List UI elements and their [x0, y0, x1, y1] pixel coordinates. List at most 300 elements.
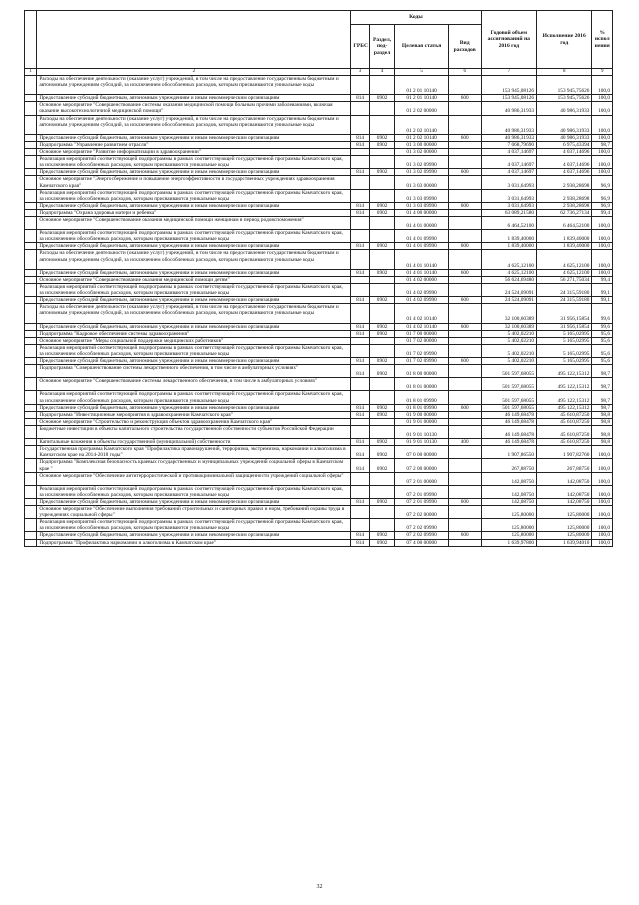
row-number-cell — [25, 498, 37, 505]
cell-name: Подпрограмма "Совершенствование системы лекарственного обеспечения, в том числе в амбулаторных условиях" — [37, 365, 351, 378]
header-annual: Годовой объем ассигнований на 2016 год — [481, 11, 536, 69]
cell-rz: 0902 — [369, 439, 395, 446]
cell-grbs: 814 — [351, 411, 369, 418]
cell-grbs — [351, 519, 369, 532]
cell-plan: 56 624,69480 — [481, 276, 536, 283]
cell-plan: 32 100,60389 — [481, 304, 536, 323]
cell-cs: 07 2 02 09990 — [395, 519, 448, 532]
cell-vr — [448, 425, 481, 438]
cell-pct: 99,6 — [592, 304, 613, 323]
cell-pct: 100,0 — [592, 243, 613, 250]
cell-plan: 63 089,21580 — [481, 209, 536, 216]
table-row — [25, 404, 613, 411]
cell-name: Расходы на обеспечение деятельности (оказание услуг) учреждений, в том числе на предоставление государственным бюджетным и автономным учреждениям субсидий, за исключением обособленных расходов, которым присваиваются уникальные коды — [37, 76, 351, 95]
cell-pct: 99,1 — [592, 283, 613, 296]
cell-plan: 153 945,08126 — [481, 76, 536, 95]
cell-pct: 100,0 — [592, 76, 613, 95]
cell-fact: 142,08750 — [537, 485, 592, 498]
cell-rz — [369, 472, 395, 485]
row-number-cell — [25, 439, 37, 446]
cell-grbs: 814 — [351, 169, 369, 176]
cell-rz: 0902 — [369, 446, 395, 459]
cell-plan: 40 986,31933 — [481, 115, 536, 134]
cell-pct: 98,7 — [592, 391, 613, 404]
cell-name: Основное мероприятие "Развитие информатизации в здравоохранении" — [37, 149, 351, 156]
table-row — [25, 304, 613, 323]
table-row — [25, 202, 613, 209]
cell-rz: 0902 — [369, 134, 395, 141]
cell-vr: 600 — [448, 498, 481, 505]
cell-name: Бюджетные инвестиции в объекты капитального строительства государственной собственности субъектов Российской Федерации — [37, 425, 351, 438]
cell-grbs: 814 — [351, 404, 369, 411]
cell-vr — [448, 485, 481, 498]
row-number-cell — [25, 134, 37, 141]
cell-cs: 01 4 00 00000 — [395, 209, 448, 216]
cell-rz: 0902 — [369, 358, 395, 365]
table-row — [25, 337, 613, 344]
cell-grbs: 814 — [351, 330, 369, 337]
cell-rz: 0902 — [369, 243, 395, 250]
table-row — [25, 283, 613, 296]
cell-plan: 3 031,64993 — [481, 189, 536, 202]
cell-name: Предоставление субсидий бюджетным, автономным учреждениям и иным некоммерческим организациям — [37, 169, 351, 176]
cell-rz — [369, 276, 395, 283]
cell-name: Государственная программа Камчатского края "Профилактика правонарушений, терроризма, экстремизма, наркомании и алкоголизма в Камчатском крае на 2014-2018 годы" — [37, 446, 351, 459]
cell-vr: 600 — [448, 323, 481, 330]
cell-pct: 98,7 — [592, 365, 613, 378]
cell-name: Основное мероприятие "Обеспечение антитеррористической и противокриминальной защищенности учреждений социальной сферы" — [37, 472, 351, 485]
cell-fact: 4 625,12100 — [537, 250, 592, 269]
cell-fact: 495 122,15312 — [537, 391, 592, 404]
table-row — [25, 391, 613, 404]
cell-plan: 4 625,12100 — [481, 250, 536, 269]
cell-vr — [448, 141, 481, 148]
cell-fact: 153 945,75626 — [537, 76, 592, 95]
cell-rz: 0902 — [369, 404, 395, 411]
cell-cs: 01 3 00 00000 — [395, 141, 448, 148]
cell-pct: 95,6 — [592, 358, 613, 365]
cell-fact: 1 839,40000 — [537, 230, 592, 243]
cell-rz — [369, 418, 395, 425]
row-number-cell — [25, 506, 37, 519]
cell-grbs — [351, 250, 369, 269]
cell-grbs — [351, 217, 369, 230]
table-row — [25, 532, 613, 539]
cell-plan: 125,80000 — [481, 532, 536, 539]
cell-fact: 45 610,87250 — [537, 411, 592, 418]
table-row — [25, 411, 613, 418]
row-number-cell — [25, 323, 37, 330]
cell-plan: 501 597,68055 — [481, 391, 536, 404]
cell-rz — [369, 156, 395, 169]
cell-vr — [448, 149, 481, 156]
column-number: 1 — [25, 69, 37, 76]
cell-plan: 4 037,14697 — [481, 156, 536, 169]
cell-grbs: 814 — [351, 134, 369, 141]
cell-fact: 2 938,28698 — [537, 176, 592, 189]
cell-fact: 125,80000 — [537, 519, 592, 532]
cell-vr: 600 — [448, 243, 481, 250]
cell-grbs — [351, 156, 369, 169]
table-row — [25, 472, 613, 485]
cell-cs: 07 0 00 00000 — [395, 446, 448, 459]
cell-rz — [369, 519, 395, 532]
cell-cs: 01 2 02 10140 — [395, 134, 448, 141]
cell-rz — [369, 344, 395, 357]
cell-grbs — [351, 378, 369, 391]
table-row — [25, 156, 613, 169]
cell-name: Основное мероприятие "Обеспечение выполнения требований строительных и санитарных правил и норм, требований охраны труда в учреждениях социальной сферы" — [37, 506, 351, 519]
cell-rz: 0902 — [369, 365, 395, 378]
row-number-cell — [25, 283, 37, 296]
row-number-cell — [25, 250, 37, 269]
row-number-cell — [25, 539, 37, 546]
cell-cs: 07 2 02 09990 — [395, 532, 448, 539]
cell-fact: 495 122,15312 — [537, 378, 592, 391]
cell-vr — [448, 304, 481, 323]
cell-rz — [369, 76, 395, 95]
cell-vr: 600 — [448, 269, 481, 276]
cell-fact: 5 165,02995 — [537, 358, 592, 365]
cell-vr — [448, 506, 481, 519]
table-row — [25, 498, 613, 505]
cell-name: Предоставление субсидий бюджетным, автономным учреждениям и иным некоммерческим организациям — [37, 297, 351, 304]
cell-name: Расходы на обеспечение деятельности (оказание услуг) учреждений, в том числе на предоставление государственным бюджетным и автономным учреждениям субсидий, за исключением обособленных расходов, которым присваиваются уникальные коды — [37, 250, 351, 269]
cell-grbs — [351, 506, 369, 519]
cell-cs: 01 2 02 00000 — [395, 102, 448, 115]
cell-grbs — [351, 115, 369, 134]
row-number-cell — [25, 141, 37, 148]
cell-cs: 01 7 02 09990 — [395, 358, 448, 365]
row-number-cell — [25, 276, 37, 283]
cell-plan: 267,88750 — [481, 459, 536, 472]
cell-plan: 5 402,02210 — [481, 337, 536, 344]
cell-cs: 01 7 02 09990 — [395, 344, 448, 357]
cell-rz — [369, 425, 395, 438]
cell-pct: 99,4 — [592, 276, 613, 283]
cell-name: Подпрограмма "Инвестиционные мероприятия в здравоохранении Камчатского края" — [37, 411, 351, 418]
cell-grbs: 814 — [351, 269, 369, 276]
header-execution: Исполнение 2016 год — [537, 11, 592, 69]
column-number: 4 — [369, 69, 395, 76]
cell-vr — [448, 418, 481, 425]
cell-rz — [369, 506, 395, 519]
cell-cs: 01 9 00 00000 — [395, 411, 448, 418]
cell-cs: 01 4 02 10140 — [395, 304, 448, 323]
cell-plan: 501 597,68055 — [481, 365, 536, 378]
cell-name: Подпрограмма "Комплексная безопасность краевых государственных и муниципальных учреждений социальной сферы в Камчатском крае " — [37, 459, 351, 472]
cell-plan: 1 839,40000 — [481, 243, 536, 250]
cell-rz — [369, 304, 395, 323]
cell-plan: 24 524,09091 — [481, 297, 536, 304]
cell-vr: 600 — [448, 202, 481, 209]
cell-fact: 31 956,15854 — [537, 323, 592, 330]
cell-cs: 01 2 02 10140 — [395, 115, 448, 134]
cell-grbs: 814 — [351, 323, 369, 330]
row-number-cell — [25, 149, 37, 156]
column-number: 5 — [395, 69, 448, 76]
cell-plan: 501 597,68055 — [481, 404, 536, 411]
cell-name: Основное мероприятие "Совершенствование оказания медицинской помощи детям" — [37, 276, 351, 283]
cell-grbs: 814 — [351, 532, 369, 539]
cell-name: Основное мероприятие "Строительство и реконструкция объектов здравоохранения Камчатского края" — [37, 418, 351, 425]
cell-cs: 07 2 01 09990 — [395, 485, 448, 498]
cell-grbs: 814 — [351, 439, 369, 446]
page-number: 32 — [316, 884, 323, 890]
cell-fact: 4 037,14696 — [537, 169, 592, 176]
row-number-cell — [25, 102, 37, 115]
cell-fact: 45 610,87250 — [537, 425, 592, 438]
cell-rz — [369, 250, 395, 269]
cell-plan: 24 524,09091 — [481, 283, 536, 296]
cell-grbs: 814 — [351, 358, 369, 365]
cell-cs: 01 3 02 00000 — [395, 149, 448, 156]
cell-rz — [369, 102, 395, 115]
cell-pct: 100,0 — [592, 472, 613, 485]
cell-rz — [369, 283, 395, 296]
cell-name: Предоставление субсидий бюджетным, автономным учреждениям и иным некоммерческим организациям — [37, 202, 351, 209]
cell-fact: 153 945,75626 — [537, 95, 592, 102]
cell-grbs: 814 — [351, 209, 369, 216]
cell-rz — [369, 337, 395, 344]
cell-fact: 5 165,02995 — [537, 330, 592, 337]
cell-name: Основное мероприятие "Совершенствование системы оказания медицинской помощи больным прочими заболеваниями, включая оказание высокотехнологичной медицинской помощи" — [37, 102, 351, 115]
cell-fact: 40 986,31933 — [537, 102, 592, 115]
cell-grbs — [351, 102, 369, 115]
cell-name: Предоставление субсидий бюджетным, автономным учреждениям и иным некоммерческим организациям — [37, 532, 351, 539]
cell-name: Основное мероприятие "Совершенствование оказания медицинской помощи женщинам в период родовспоможения" — [37, 217, 351, 230]
cell-plan: 1 839,40000 — [481, 230, 536, 243]
cell-vr — [448, 209, 481, 216]
cell-grbs — [351, 485, 369, 498]
cell-grbs: 814 — [351, 202, 369, 209]
row-number-cell — [25, 156, 37, 169]
row-number-cell — [25, 230, 37, 243]
row-number-cell — [25, 115, 37, 134]
row-number-cell — [25, 472, 37, 485]
row-number-cell — [25, 217, 37, 230]
cell-plan: 46 149,68478 — [481, 425, 536, 438]
row-number-cell — [25, 425, 37, 438]
row-number-cell — [25, 169, 37, 176]
cell-cs: 01 2 01 10140 — [395, 95, 448, 102]
cell-pct: 100,0 — [592, 149, 613, 156]
cell-rz: 0902 — [369, 411, 395, 418]
cell-grbs: 814 — [351, 243, 369, 250]
cell-pct: 100,0 — [592, 134, 613, 141]
cell-fact: 4 037,14696 — [537, 156, 592, 169]
cell-rz — [369, 391, 395, 404]
cell-vr — [448, 519, 481, 532]
cell-fact: 5 165,02995 — [537, 337, 592, 344]
table-row — [25, 169, 613, 176]
cell-cs: 07 2 02 00000 — [395, 506, 448, 519]
cell-pct: 100,0 — [592, 217, 613, 230]
cell-fact: 2 938,28698 — [537, 189, 592, 202]
cell-name: Реализация мероприятий соответствующей подпрограммы в рамках соответствующей государственной программы Камчатского края, за исключением обособленных расходов, которым присваиваются уникальные коды — [37, 230, 351, 243]
cell-pct: 99,6 — [592, 323, 613, 330]
cell-grbs — [351, 276, 369, 283]
row-number-cell — [25, 378, 37, 391]
table-row — [25, 209, 613, 216]
cell-plan: 7 068,79690 — [481, 141, 536, 148]
cell-cs: 01 4 02 09990 — [395, 283, 448, 296]
table-row — [25, 76, 613, 95]
cell-pct: 95,6 — [592, 337, 613, 344]
cell-pct: 98,8 — [592, 418, 613, 425]
cell-name: Подпрограмма "Профилактика наркомании и алкоголизма в Камчатском крае" — [37, 539, 351, 546]
cell-plan: 142,08750 — [481, 485, 536, 498]
header-blank-name — [37, 11, 351, 69]
cell-name: Основное мероприятие "Энергосбережение и повышение энергоэффективности в государственных учреждениях здравоохранения Камчатского края" — [37, 176, 351, 189]
cell-vr — [448, 378, 481, 391]
cell-plan: 4 037,14697 — [481, 169, 536, 176]
cell-pct: 100,0 — [592, 446, 613, 459]
cell-fact: 4 037,14696 — [537, 149, 592, 156]
header-blank-num — [25, 11, 37, 69]
cell-vr — [448, 250, 481, 269]
cell-cs: 07 2 01 00000 — [395, 472, 448, 485]
cell-grbs: 814 — [351, 95, 369, 102]
cell-vr: 600 — [448, 169, 481, 176]
cell-plan: 6 464,52100 — [481, 217, 536, 230]
column-number: 7 — [481, 69, 536, 76]
budget-table — [24, 10, 613, 547]
cell-rz — [369, 378, 395, 391]
cell-grbs — [351, 230, 369, 243]
cell-name: Реализация мероприятий соответствующей подпрограммы в рамках соответствующей государственной программы Камчатского края, за исключением обособленных расходов, которым присваиваются уникальные коды — [37, 344, 351, 357]
header-codes: Коды — [351, 11, 481, 25]
cell-vr — [448, 176, 481, 189]
cell-grbs — [351, 344, 369, 357]
cell-fact: 142,08750 — [537, 498, 592, 505]
cell-cs: 01 4 01 10140 — [395, 250, 448, 269]
cell-pct: 100,0 — [592, 156, 613, 169]
cell-name: Предоставление субсидий бюджетным, автономным учреждениям и иным некоммерческим организациям — [37, 358, 351, 365]
cell-cs: 01 8 01 09990 — [395, 391, 448, 404]
cell-cs: 01 9 01 00000 — [395, 418, 448, 425]
table-row — [25, 323, 613, 330]
cell-fact: 4 625,12100 — [537, 269, 592, 276]
cell-plan: 153 945,08126 — [481, 95, 536, 102]
table-row — [25, 243, 613, 250]
cell-fact: 125,80000 — [537, 532, 592, 539]
cell-fact: 24 315,59180 — [537, 283, 592, 296]
cell-plan: 1 639,97800 — [481, 539, 536, 546]
cell-fact: 45 610,87250 — [537, 418, 592, 425]
cell-plan: 142,08750 — [481, 472, 536, 485]
table-row — [25, 358, 613, 365]
cell-name: Реализация мероприятий соответствующей подпрограммы в рамках соответствующей государственной программы Камчатского края, за исключением обособленных расходов, которым присваиваются уникальные коды — [37, 283, 351, 296]
row-number-cell — [25, 365, 37, 378]
cell-rz: 0902 — [369, 209, 395, 216]
cell-cs: 01 3 02 09990 — [395, 169, 448, 176]
row-number-cell — [25, 532, 37, 539]
cell-plan: 46 149,68478 — [481, 411, 536, 418]
cell-pct: 100,0 — [592, 230, 613, 243]
row-number-cell — [25, 446, 37, 459]
cell-name: Реализация мероприятий соответствующей подпрограммы в рамках соответствующей государственной программы Камчатского края, за исключением обособленных расходов, которым присваиваются уникальные коды — [37, 519, 351, 532]
table-row — [25, 506, 613, 519]
cell-rz: 0902 — [369, 323, 395, 330]
cell-fact: 1 907,82760 — [537, 446, 592, 459]
cell-fact: 5 165,02995 — [537, 344, 592, 357]
table-row — [25, 102, 613, 115]
table-row — [25, 344, 613, 357]
cell-pct: 98,7 — [592, 141, 613, 148]
cell-cs: 01 3 02 09990 — [395, 156, 448, 169]
cell-grbs — [351, 283, 369, 296]
cell-cs: 01 8 01 00000 — [395, 378, 448, 391]
cell-pct: 100,0 — [592, 506, 613, 519]
cell-cs: 01 4 02 10140 — [395, 323, 448, 330]
cell-rz: 0902 — [369, 141, 395, 148]
cell-pct: 98,7 — [592, 404, 613, 411]
cell-fact: 45 610,87250 — [537, 439, 592, 446]
table-row — [25, 95, 613, 102]
cell-cs: 01 7 02 00000 — [395, 337, 448, 344]
cell-rz: 0902 — [369, 95, 395, 102]
cell-pct: 100,0 — [592, 269, 613, 276]
cell-fact: 31 956,15854 — [537, 304, 592, 323]
row-number-cell — [25, 337, 37, 344]
cell-plan: 5 402,02210 — [481, 330, 536, 337]
cell-name: Реализация мероприятий соответствующей подпрограммы в рамках соответствующей государственной программы Камчатского края, за исключением обособленных расходов, которым присваиваются уникальные коды — [37, 189, 351, 202]
cell-fact: 1 839,40000 — [537, 243, 592, 250]
cell-pct: 100,0 — [592, 115, 613, 134]
cell-fact: 142,08750 — [537, 472, 592, 485]
row-number-cell — [25, 95, 37, 102]
cell-pct: 99,1 — [592, 297, 613, 304]
cell-vr — [448, 411, 481, 418]
table-row — [25, 276, 613, 283]
table-row — [25, 269, 613, 276]
cell-pct: 100,0 — [592, 539, 613, 546]
column-number: 8 — [537, 69, 592, 76]
row-number-cell — [25, 404, 37, 411]
cell-vr — [448, 102, 481, 115]
row-number-cell — [25, 519, 37, 532]
row-number-cell — [25, 418, 37, 425]
cell-vr — [448, 189, 481, 202]
cell-vr: 600 — [448, 297, 481, 304]
cell-pct: 100,0 — [592, 102, 613, 115]
cell-cs: 01 9 01 10130 — [395, 439, 448, 446]
cell-plan: 40 986,31933 — [481, 134, 536, 141]
cell-vr — [448, 446, 481, 459]
cell-plan: 125,80000 — [481, 519, 536, 532]
cell-cs: 07 4 00 00000 — [395, 539, 448, 546]
column-number: 2 — [37, 69, 351, 76]
cell-plan: 32 100,60389 — [481, 323, 536, 330]
cell-pct: 98,8 — [592, 425, 613, 438]
table-row — [25, 176, 613, 189]
row-number-cell — [25, 76, 37, 95]
header-grbs: ГРБС — [351, 25, 369, 69]
table-row — [25, 365, 613, 378]
column-number: 9 — [592, 69, 613, 76]
cell-vr: 600 — [448, 134, 481, 141]
cell-pct: 98,8 — [592, 439, 613, 446]
row-number-cell — [25, 485, 37, 498]
cell-vr — [448, 391, 481, 404]
table-row — [25, 134, 613, 141]
cell-vr — [448, 76, 481, 95]
column-number: 3 — [351, 69, 369, 76]
cell-rz — [369, 217, 395, 230]
cell-fact: 56 271,75034 — [537, 276, 592, 283]
row-number-cell — [25, 243, 37, 250]
